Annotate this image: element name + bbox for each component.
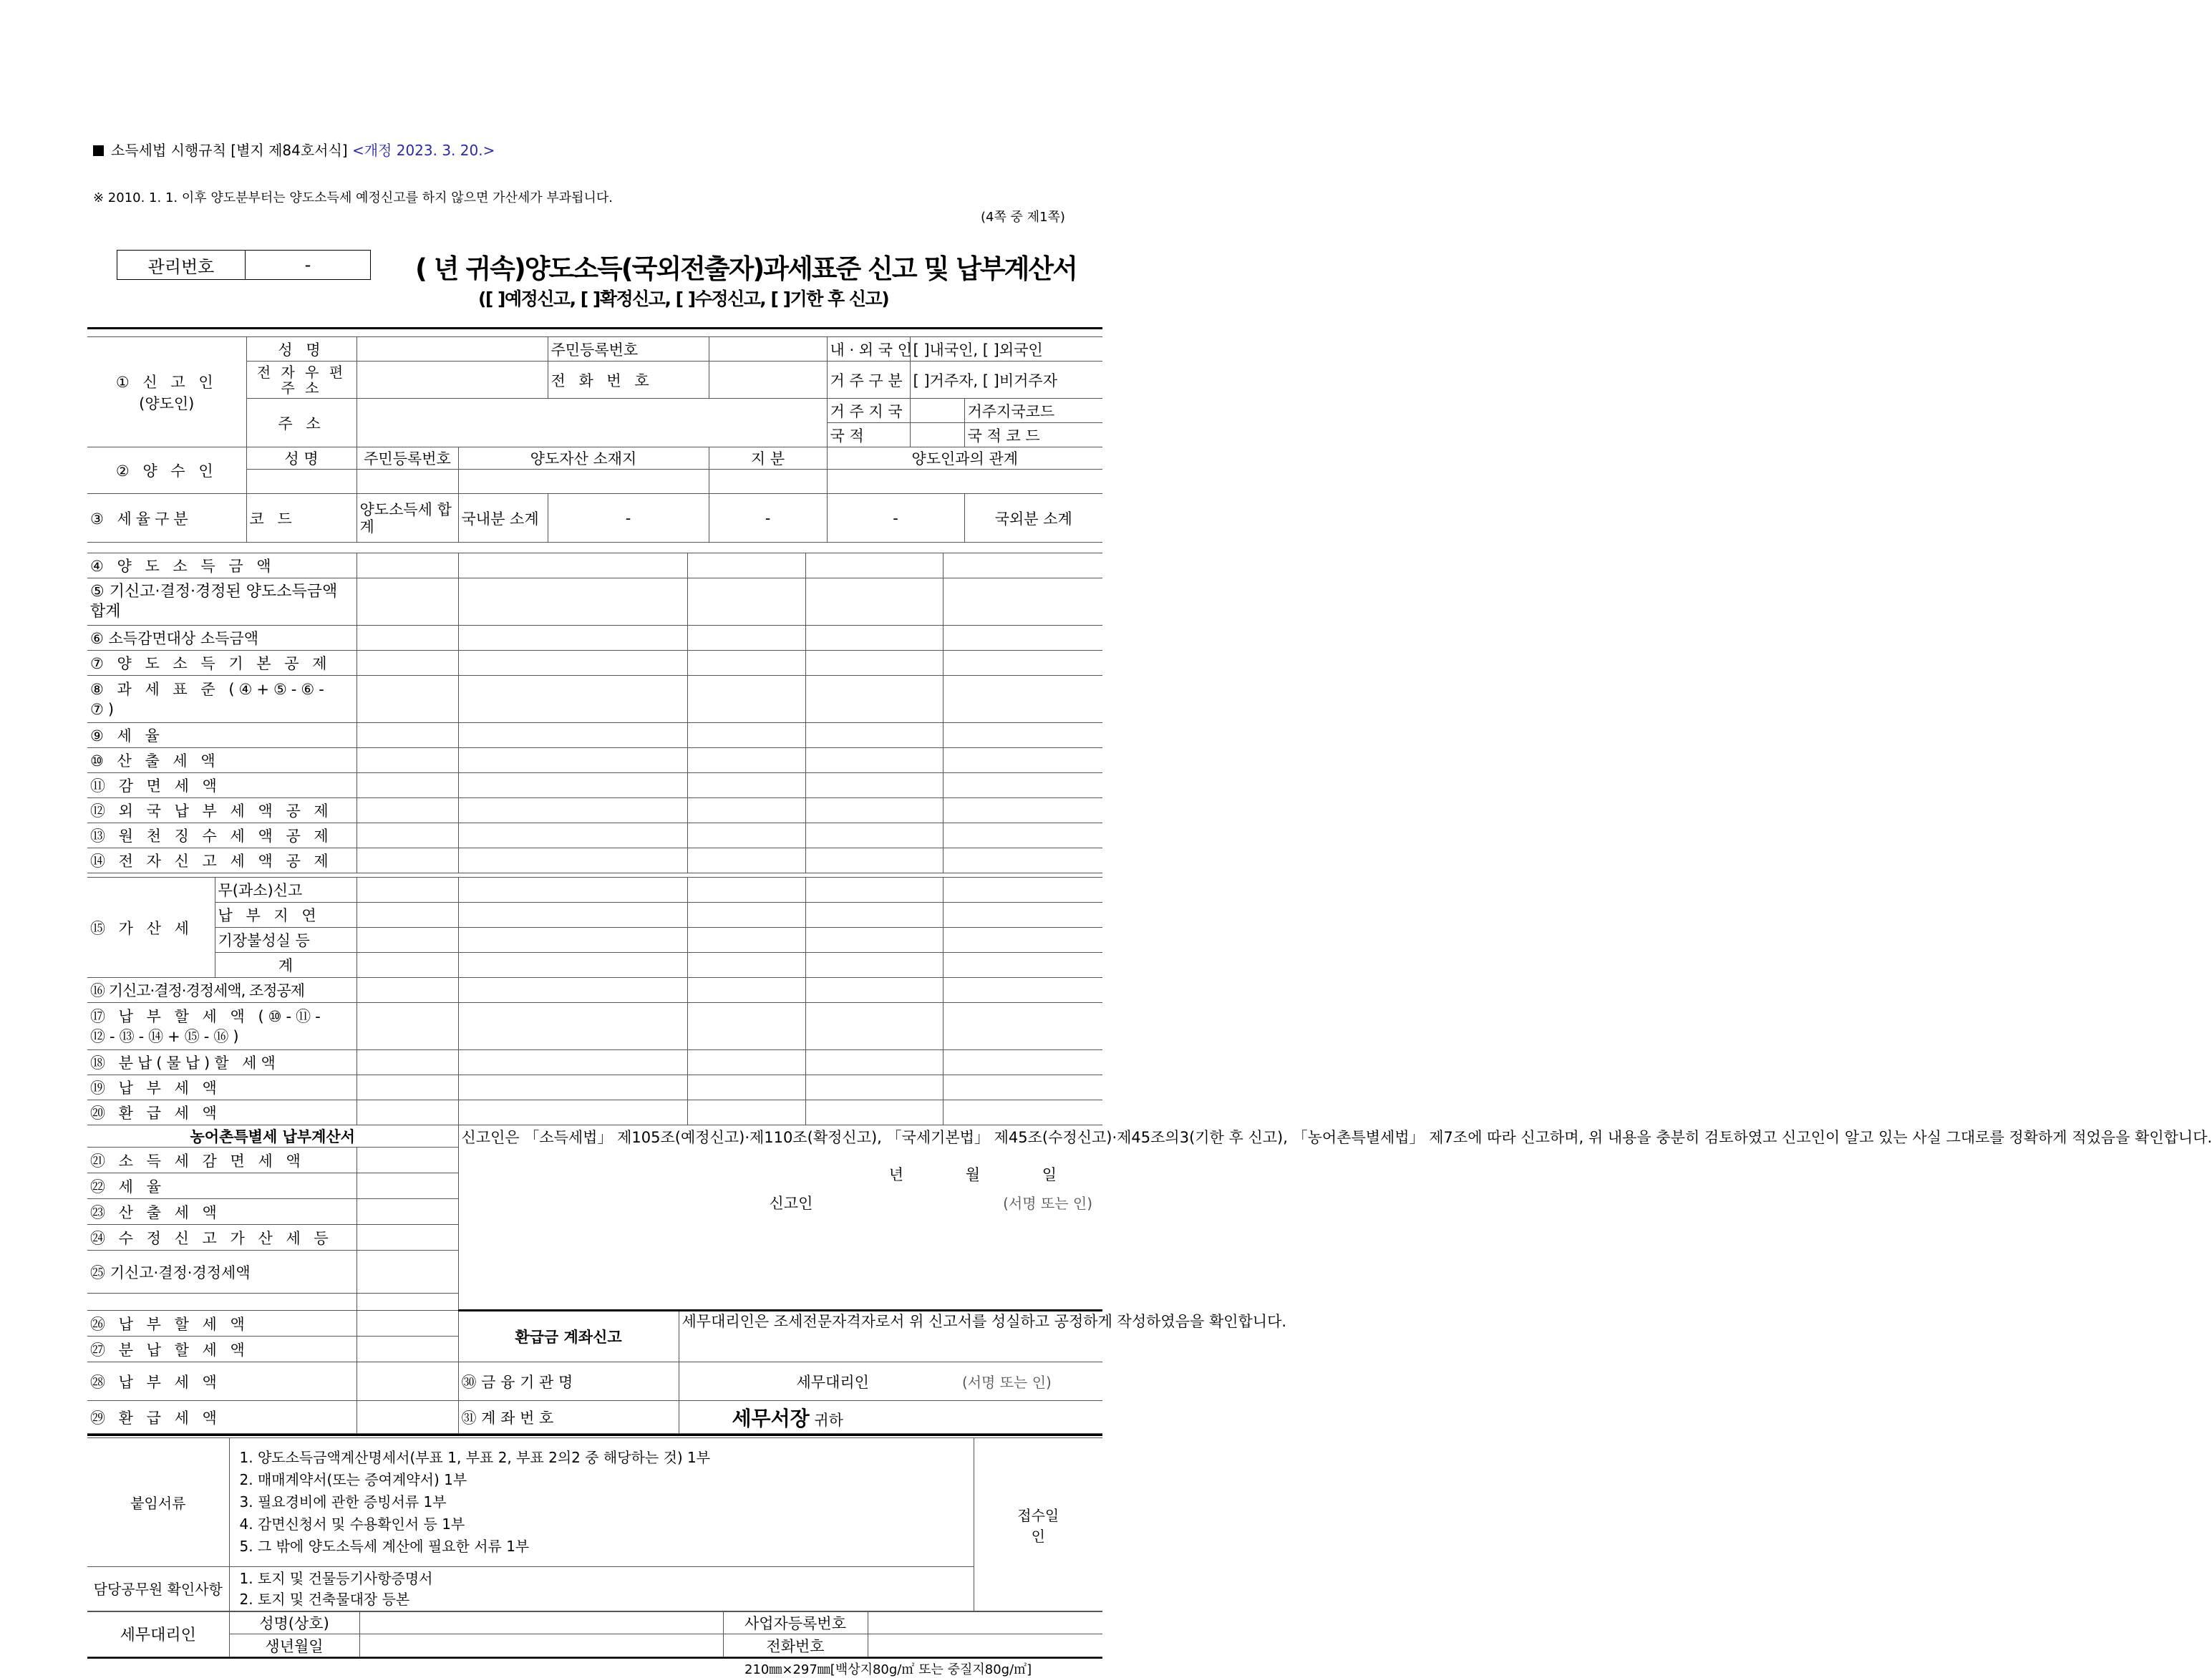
input-cell[interactable] [458, 953, 687, 978]
input-cell[interactable] [943, 748, 1102, 773]
field-label: ⑳ 환 급 세 액 [87, 1100, 356, 1125]
bank-name-row[interactable]: ㉚ 금 융 기 관 명 [458, 1362, 679, 1401]
field-label: ⑩ 산 출 세 액 [87, 748, 356, 773]
field-label: ㉔ 수 정 신 고 가 산 세 등 [87, 1225, 356, 1251]
top-rule [87, 327, 1102, 329]
official-check-list: 1. 토지 및 건물등기사항증명서 2. 토지 및 건축물대장 등본 [229, 1567, 974, 1612]
input-cell[interactable] [458, 798, 687, 823]
input-cell[interactable] [943, 723, 1102, 748]
nationality-type-checkbox[interactable]: [ ]내국인, [ ]외국인 [910, 337, 1102, 362]
input-cell[interactable] [687, 878, 805, 903]
input-cell[interactable] [805, 748, 943, 773]
input-cell[interactable] [458, 651, 687, 676]
field-label: ⑧ 과 세 표 준 (④+⑤-⑥-⑦) [87, 676, 356, 723]
input-cell[interactable] [805, 723, 943, 748]
field-label: ② 양 수 인 [87, 447, 246, 494]
field-label: ㉒ 세 율 [87, 1173, 356, 1199]
calc-table [87, 553, 1102, 873]
input-cell[interactable] [687, 748, 805, 773]
input-cell[interactable] [805, 626, 943, 651]
agent-name-field[interactable] [359, 1611, 723, 1634]
input-cell[interactable] [687, 676, 805, 723]
page-indicator: (4쪽 중 제1쪽) [981, 210, 1065, 225]
field-label: 코 드 [246, 494, 356, 543]
input-cell[interactable] [356, 1337, 458, 1362]
input-cell[interactable] [943, 1003, 1102, 1050]
input-cell[interactable] [805, 903, 943, 928]
main-table [87, 336, 1102, 543]
input-cell[interactable] [687, 798, 805, 823]
reporter-rrn-field[interactable] [709, 337, 827, 362]
input-cell[interactable] [356, 848, 458, 873]
input-cell[interactable] [687, 903, 805, 928]
input-cell[interactable] [943, 1050, 1102, 1075]
field-label: ㉖ 납 부 할 세 액 [87, 1311, 356, 1337]
input-cell[interactable] [356, 773, 458, 798]
reporter-phone-field[interactable] [709, 362, 827, 399]
field-label: 국내분 소계 [458, 494, 548, 543]
rate-code-2[interactable]: - [709, 494, 827, 543]
field-label: 계 [215, 953, 356, 978]
input-cell[interactable] [458, 578, 687, 626]
field-label: 납 부 지 연 [215, 903, 356, 928]
input-cell[interactable] [356, 823, 458, 848]
input-cell[interactable] [356, 723, 458, 748]
residency-checkbox[interactable]: [ ]거주자, [ ]비거주자 [910, 362, 1102, 399]
input-cell[interactable] [805, 1003, 943, 1050]
transferee-relation-field[interactable] [827, 470, 1102, 494]
input-cell[interactable] [356, 1311, 458, 1337]
field-label: ㉗ 분 납 할 세 액 [87, 1337, 356, 1362]
agent-info-table [87, 1611, 1102, 1657]
input-cell[interactable] [356, 903, 458, 928]
field-label: ㉑ 소 득 세 감 면 세 액 [87, 1148, 356, 1173]
notice: ※ 2010. 1. 1. 이후 양도분부터는 양도소득세 예정신고를 하지 않으면 가산세가 부과됩니다. [93, 190, 613, 205]
input-cell[interactable] [943, 798, 1102, 823]
field-label: 지 분 [709, 447, 827, 470]
input-cell[interactable] [458, 553, 687, 578]
input-cell[interactable] [356, 748, 458, 773]
input-cell[interactable] [943, 1075, 1102, 1100]
input-cell[interactable] [356, 1075, 458, 1100]
field-label: 성 명 [246, 337, 356, 362]
input-cell[interactable] [805, 578, 943, 626]
input-cell[interactable] [943, 676, 1102, 723]
input-cell[interactable] [805, 676, 943, 723]
input-cell[interactable] [687, 848, 805, 873]
law-reference: 소득세법 시행규칙 [별지 제84호서식] <개정 2023. 3. 20.> [93, 139, 495, 160]
input-cell[interactable] [805, 878, 943, 903]
nationality-field[interactable] [910, 423, 964, 447]
input-cell[interactable] [458, 676, 687, 723]
paper-spec: 210㎜×297㎜[백상지80g/㎡ 또는 중질지80g/㎡] [744, 1662, 1032, 1677]
input-cell[interactable] [943, 823, 1102, 848]
field-label: 전화번호 [723, 1634, 868, 1657]
rate-code-3[interactable]: - [827, 494, 964, 543]
field-label: 세무대리인 [87, 1611, 229, 1657]
input-cell[interactable] [458, 773, 687, 798]
input-cell[interactable] [805, 978, 943, 1003]
input-cell[interactable] [356, 626, 458, 651]
transferee-rrn-field[interactable] [356, 470, 458, 494]
field-label: 양도자산 소재지 [458, 447, 709, 470]
amend-date: <개정 2023. 3. 20.> [351, 142, 495, 159]
input-cell[interactable] [356, 553, 458, 578]
input-cell[interactable] [458, 928, 687, 953]
input-cell[interactable] [805, 823, 943, 848]
bottom-rule [87, 1657, 1102, 1659]
input-cell[interactable] [943, 626, 1102, 651]
input-cell[interactable] [943, 651, 1102, 676]
field-label: ⑱ 분납(물납)할 세액 [87, 1050, 356, 1075]
input-cell[interactable] [687, 723, 805, 748]
input-cell[interactable] [458, 748, 687, 773]
field-label: 성 명 [246, 447, 356, 470]
input-cell[interactable] [356, 1362, 458, 1401]
field-label: ⑯ 기신고·결정·경정세액, 조정공제 [87, 978, 356, 1003]
input-cell[interactable] [458, 823, 687, 848]
management-number-box: 관리번호 - [117, 250, 371, 280]
field-label: ⑨ 세 율 [87, 723, 356, 748]
input-cell[interactable] [805, 1075, 943, 1100]
input-cell[interactable] [356, 1173, 458, 1199]
input-cell[interactable] [943, 953, 1102, 978]
input-cell[interactable] [687, 1075, 805, 1100]
field-label: 농어촌특별세 납부계산서 [87, 1125, 458, 1148]
input-cell[interactable] [805, 651, 943, 676]
field-label: ⑤ 기신고·결정·경정된 양도소득금액 합계 [87, 578, 356, 626]
input-cell[interactable] [356, 1401, 458, 1434]
input-cell[interactable] [943, 773, 1102, 798]
field-label: 주민등록번호 [356, 447, 458, 470]
input-cell[interactable] [356, 1050, 458, 1075]
field-label: 전 자 우 편 주 소 [246, 362, 356, 399]
input-cell[interactable] [943, 1100, 1102, 1125]
field-label: 국 적 [827, 423, 910, 447]
input-cell[interactable] [687, 1050, 805, 1075]
field-label: ⑲ 납 부 세 액 [87, 1075, 356, 1100]
input-cell[interactable] [805, 553, 943, 578]
square-bullet-icon [93, 145, 104, 156]
addressee: 세무서장 귀하 [679, 1401, 1102, 1434]
agent-birth-field[interactable] [359, 1634, 723, 1657]
input-cell[interactable] [805, 953, 943, 978]
input-cell[interactable] [458, 878, 687, 903]
input-cell[interactable] [356, 676, 458, 723]
field-label: 기장불성실 등 [215, 928, 356, 953]
receipt-stamp: 접수일 인 [974, 1438, 1102, 1612]
attachments-table [87, 1437, 1102, 1612]
input-cell[interactable] [943, 903, 1102, 928]
input-cell[interactable] [687, 1003, 805, 1050]
input-cell[interactable] [943, 878, 1102, 903]
input-cell[interactable] [458, 723, 687, 748]
input-cell[interactable] [687, 626, 805, 651]
field-label: ㉕ 기신고·결정·경정세액 [87, 1251, 356, 1294]
management-number[interactable]: - [304, 255, 311, 275]
field-label: 내 · 외 국 인 [827, 337, 910, 362]
form-subtitle: ([ ]예정신고, [ ]확정신고, [ ]수정신고, [ ]기한 후 신고) [478, 288, 889, 309]
reporter-label: ① 신 고 인 (양도인) [87, 337, 246, 447]
input-cell[interactable] [805, 773, 943, 798]
input-cell[interactable] [687, 953, 805, 978]
reporter-name-field[interactable] [356, 337, 548, 362]
input-cell[interactable] [687, 651, 805, 676]
field-label: ③ 세율구분 [87, 494, 246, 543]
field-label: 거 주 구 분 [827, 362, 910, 399]
field-label: ⑭ 전 자 신 고 세 액 공 제 [87, 848, 356, 873]
input-cell[interactable] [356, 1294, 458, 1311]
field-label: ㉓ 산 출 세 액 [87, 1199, 356, 1225]
field-label: 전 화 번 호 [548, 362, 709, 399]
field-label: ⑰ 납 부 할 세 액 (⑩-⑪-⑫-⑬-⑭+⑮-⑯) [87, 1003, 356, 1050]
agent-phone-field[interactable] [868, 1634, 1102, 1657]
input-cell[interactable] [805, 1100, 943, 1125]
field-label: 세무대리인은 조세전문자격자로서 위 신고서를 성실하고 공정하게 작성하였음을 확인합니다. [679, 1311, 1102, 1362]
field-label: 양도소득세 합 계 [356, 494, 458, 543]
input-cell[interactable] [687, 1100, 805, 1125]
field-label: 붙임서류 [87, 1438, 229, 1567]
rural-tax-table [87, 1125, 2212, 1434]
input-cell[interactable] [458, 626, 687, 651]
input-cell[interactable] [356, 1199, 458, 1225]
field-label: 양도인과의 관계 [827, 447, 1102, 470]
field-label: ④ 양 도 소 득 금 액 [87, 553, 356, 578]
input-cell[interactable] [943, 848, 1102, 873]
field-label: ㉘ 납 부 세 액 [87, 1362, 356, 1401]
transferee-location-field[interactable] [458, 470, 709, 494]
input-cell[interactable] [356, 1148, 458, 1173]
penalty-table [87, 877, 1102, 978]
input-cell[interactable] [943, 578, 1102, 626]
input-cell[interactable] [458, 1003, 687, 1050]
field-label: 무(과소)신고 [215, 878, 356, 903]
mid-rule [87, 1434, 1102, 1436]
field-label: 주 소 [246, 399, 356, 447]
field-label: 국외분 소계 [964, 494, 1102, 543]
payable-table [87, 977, 1102, 1125]
field-label: 거주지국코드 [964, 399, 1102, 423]
input-cell[interactable] [805, 1050, 943, 1075]
field-label: 사업자등록번호 [723, 1611, 868, 1634]
input-cell[interactable] [687, 553, 805, 578]
field-label: 국 적 코 드 [964, 423, 1102, 447]
input-cell[interactable] [687, 578, 805, 626]
input-cell[interactable] [805, 928, 943, 953]
input-cell[interactable] [458, 1075, 687, 1100]
country-field[interactable] [910, 399, 964, 423]
input-cell[interactable] [805, 848, 943, 873]
field-label: ⑪ 감 면 세 액 [87, 773, 356, 798]
field-label: ⑦ 양 도 소 득 기 본 공 제 [87, 651, 356, 676]
reporter-email-field[interactable] [356, 362, 548, 399]
field-label: ⑫ 외 국 납 부 세 액 공 제 [87, 798, 356, 823]
input-cell[interactable] [943, 553, 1102, 578]
input-cell[interactable] [458, 1050, 687, 1075]
input-cell[interactable] [687, 823, 805, 848]
field-label: ㉙ 환 급 세 액 [87, 1401, 356, 1434]
input-cell[interactable] [356, 578, 458, 626]
input-cell[interactable] [356, 1003, 458, 1050]
input-cell[interactable] [356, 978, 458, 1003]
agent-sign-row: 세무대리인 (서명 또는 인) [679, 1362, 1102, 1401]
input-cell[interactable] [356, 651, 458, 676]
attachments-list: 1. 양도소득금액계산명세서(부표 1, 부표 2, 부표 2의2 중 해당하는 것) 1부 2. 매매계약서(또는 증여계약서) 1부 3. 필요경비에 관한 증빙서류 1부 4. 감면신청서 및 수용확인서 등 1부 5. 그 밖에 양도소득세 계산에 필요한 서류 1부 [229, 1438, 974, 1567]
transferee-name-field[interactable] [246, 470, 356, 494]
input-cell[interactable] [458, 848, 687, 873]
declaration: 신고인은 「소득세법」 제105조(예정신고)·제110조(확정신고), 「국세기본법」 제45조(수정신고)·제45조의3(기한 후 신고), 「농어촌특별세법」 제7조에 따라 신고하며, 위 내용을 충분히 검토하였고 신고인이 알고 있는 사실 그대로를 정확하게 적었음을 확인합니다. 년 월 일 신고인 (서명 또는 인) [458, 1125, 1102, 1311]
form-title: ( 년 귀속)양도소득(국외전출자)과세표준 신고 및 납부계산서 [415, 253, 1077, 284]
input-cell[interactable] [356, 1251, 458, 1294]
input-cell[interactable] [458, 1100, 687, 1125]
field-label: ⑮ 가 산 세 [87, 878, 215, 978]
input-cell[interactable] [356, 953, 458, 978]
input-cell[interactable] [943, 978, 1102, 1003]
field-label: ⑥ 소득감면대상 소득금액 [87, 626, 356, 651]
field-label: ⑬ 원 천 징 수 세 액 공 제 [87, 823, 356, 848]
field-label: 담당공무원 확인사항 [87, 1567, 229, 1612]
agent-bizno-field[interactable] [868, 1611, 1102, 1634]
input-cell[interactable] [943, 928, 1102, 953]
input-cell[interactable] [687, 978, 805, 1003]
input-cell[interactable] [805, 798, 943, 823]
input-cell[interactable] [356, 1100, 458, 1125]
transferee-share-field[interactable] [709, 470, 827, 494]
field-label: 생년월일 [229, 1634, 359, 1657]
input-cell[interactable] [687, 773, 805, 798]
input-cell[interactable] [458, 978, 687, 1003]
input-cell[interactable] [458, 903, 687, 928]
field-label: 성명(상호) [229, 1611, 359, 1634]
account-number-row[interactable]: ㉛ 계 좌 번 호 [458, 1401, 679, 1434]
field-label: 주민등록번호 [548, 337, 709, 362]
input-cell[interactable] [356, 928, 458, 953]
field-label: 거 주 지 국 [827, 399, 910, 423]
input-cell[interactable] [356, 878, 458, 903]
input-cell[interactable] [356, 798, 458, 823]
field-label: 환급금 계좌신고 [458, 1311, 679, 1362]
input-cell[interactable] [87, 1294, 356, 1311]
rate-code-1[interactable]: - [548, 494, 709, 543]
input-cell[interactable] [356, 1225, 458, 1251]
input-cell[interactable] [687, 928, 805, 953]
reporter-address-field[interactable] [356, 399, 827, 447]
